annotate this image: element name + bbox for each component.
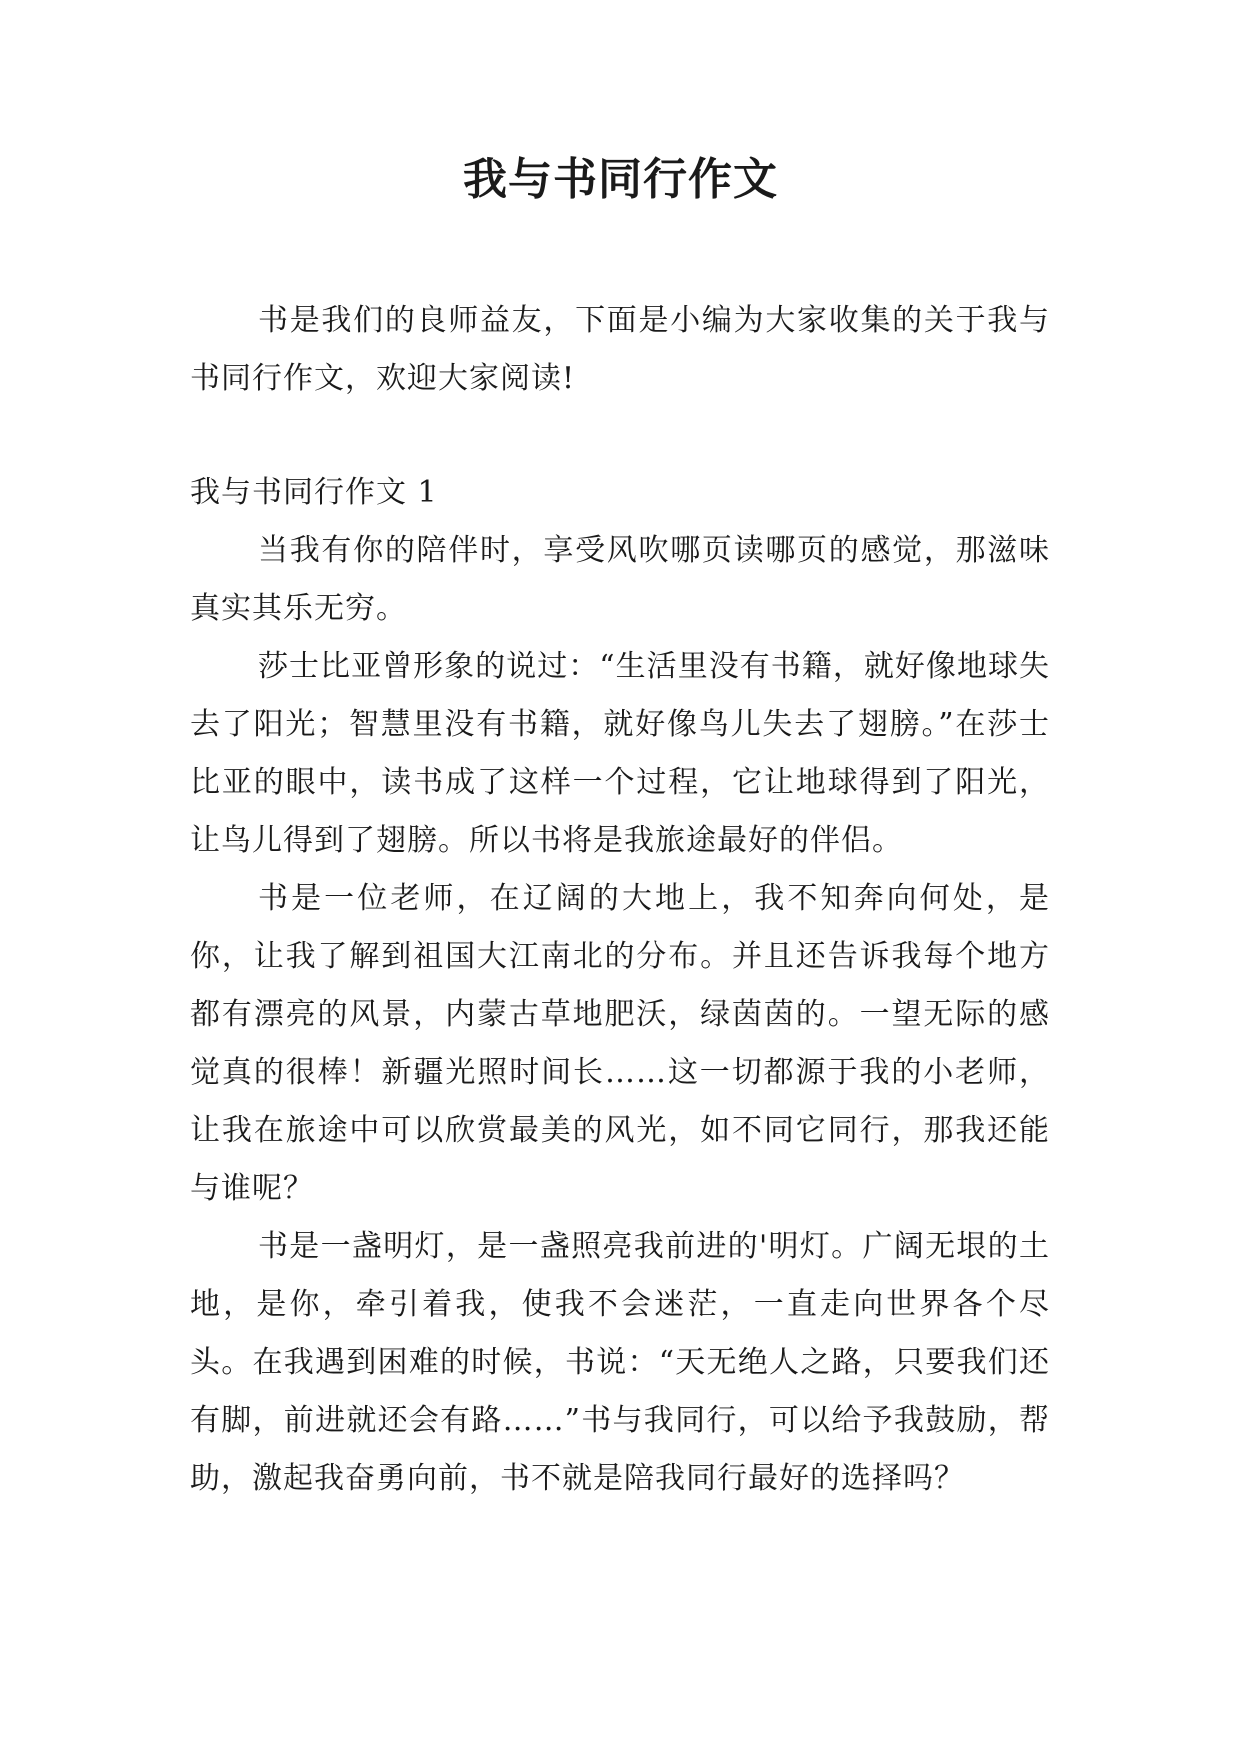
body-paragraph: 莎士比亚曾形象的说过：“生活里没有书籍，就好像地球失去了阳光；智慧里没有书籍，就好像鸟儿失去了翅膀。”在莎士比亚的眼中，读书成了这样一个过程，它让地球得到了阳光，让鸟儿得到了翅膀。所以书将是我旅途最好的伴侣。 [190, 649, 1050, 858]
page-title: 我与书同行作文 [463, 154, 778, 205]
body-paragraph: 书是一盏明灯，是一盏照亮我前进的'明灯。广阔无垠的土地，是你，牵引着我，使我不会迷茫，一直走向世界各个尽头。在我遇到困难的时候，书说：“天无绝人之路，只要我们还有脚，前进就还会有路……”书与我同行，可以给予我鼓励，帮助，激起我奋勇向前，书不就是陪我同行最好的选择吗？ [190, 1229, 1050, 1496]
document-body [190, 292, 1050, 1508]
intro-paragraph: 书是我们的良师益友，下面是小编为大家收集的关于我与书同行作文，欢迎大家阅读! [190, 303, 1050, 396]
body-paragraph: 当我有你的陪伴时，享受风吹哪页读哪页的感觉，那滋味真实其乐无穷。 [190, 533, 1050, 626]
body-paragraph: 书是一位老师，在辽阔的大地上，我不知奔向何处，是你，让我了解到祖国大江南北的分布。并且还告诉我每个地方都有漂亮的风景，内蒙古草地肥沃，绿茵茵的。一望无际的感觉真的很棒！新疆光照时间长……这一切都源于我的小老师，让我在旅途中可以欣赏最美的风光，如不同它同行，那我还能与谁呢？ [190, 881, 1050, 1206]
section-heading: 我与书同行作文 1 [190, 475, 438, 510]
